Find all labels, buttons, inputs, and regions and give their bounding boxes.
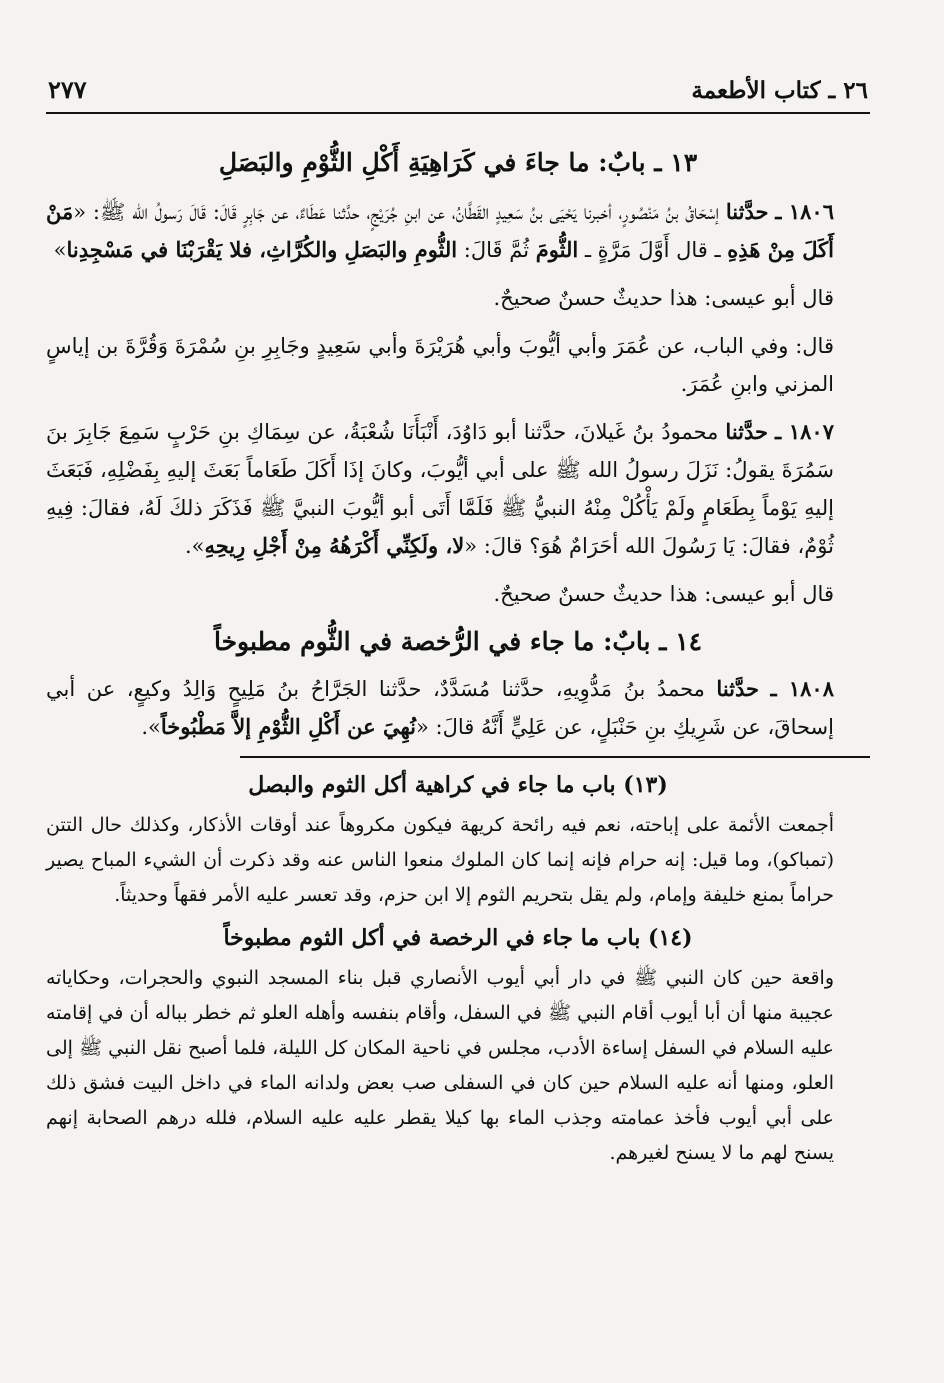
footnote-divider	[240, 756, 870, 758]
grade-note: قال أبو عيسى: هذا حديثٌ حسنٌ صحيحٌ.	[493, 582, 834, 606]
hadith-text: ».	[184, 534, 205, 558]
hadith-text: ».	[141, 715, 161, 739]
hadith-number: ١٨٠٨ ـ	[770, 676, 834, 701]
hadith-text: محمدُ بنُ مَدُّوِيهِ، حدَّثنا مُسَدَّدٌ، حدَّثنا الجَرَّاحُ بنُ مَلِيحٍ وَالِدُ وكيعٍ، عن أبي إسحاقَ، عن شَرِيكِ بنِ حَنْبَلٍ، عن عَلِيٍّ أَنَّهُ قالَ: «	[46, 677, 834, 739]
page-number: ٢٧٧	[48, 75, 87, 104]
bab-note: قال: وفي الباب، عن عُمَرَ وأبي أيُّوبَ وأبي هُرَيْرَةَ وأبي سَعِيدٍ وجَابِرِ بنِ سُمْرَةَ وَقُرَّةَ بن إياسٍ المزني وابنِ عُمَرَ.	[46, 334, 834, 396]
hadith-number: ١٨٠٦ ـ	[775, 199, 834, 224]
hadith-text: ثُمَّ قَالَ:	[457, 238, 536, 262]
footnote-14-title: (١٤) باب ما جاء في الرخصة في أكل الثوم مطبوخاً	[223, 925, 693, 951]
hadith-1808	[46, 670, 870, 746]
footnote-13-title: (١٣) باب ما جاء في كراهية أكل الثوم والبصل	[248, 772, 668, 798]
grade-note: قال أبو عيسى: هذا حديثٌ حسنٌ صحيحٌ.	[493, 286, 834, 310]
running-header	[46, 72, 870, 114]
hadith-1807	[46, 413, 870, 565]
hadith-quote: نُهِيَ عن أَكْلِ الثُّوْمِ إلاَّ مَطْبُوخاً	[160, 714, 416, 739]
hadith-lead: حدَّثنا	[725, 199, 769, 224]
footnote-14-text: واقعة حين كان النبي ﷺ في دار أبي أيوب الأنصاري قبل بناء المسجد النبوي والحجرات، وحكاياته عجيبة منها أن أبا أيوب أقام النبي ﷺ في السفل، وأقام بنفسه وأهله العلو ثم خطر بباله أن في إقامته عليه السلام في السفل إساءة الأدب، مجلس في ناحية المكان كل الليلة، فلما أصبح نقل النبي ﷺ إلى العلو، ومنها أنه عليه السلام حين كان في السفلى صب بعض ولدانه الماء في داخل البيت فشق ذلك على أبي أيوب فأخذ عمامته وجذب الماء بها كيلا يقطر عليه عليه السلام، فلله درهم الصحابة إنهم يسنح لهم ما لا يسنح لغيرهم.	[46, 967, 834, 1164]
footnote-13-text: أجمعت الأئمة على إباحته، نعم فيه رائحة كريهة فيكون مكروهاً عند أوقات الأذكار، وكذلك حال التتن (تمباكو)، وما قيل: إنه حرام فإنه إنما كان الملوك منعوا الناس عنه وقد ذكرت أن الشيء المباح يصير حراماً بمنع خليفة وإمام، ولم يقل بتحريم الثوم إلا ابن حزم، وقد تعسر عليه الأمر فقهاً وحديثاً.	[46, 814, 834, 906]
hadith-number: ١٨٠٧ ـ	[775, 419, 834, 444]
hadith-lead: حدَّثنا	[725, 419, 769, 444]
hadith-1806	[46, 193, 870, 269]
hadith-quote: لا، ولَكِنِّي أَكْرَهُهُ مِنْ أَجْلِ رِيحِهِ	[204, 533, 465, 558]
hadith-quote: الثُّومَ	[535, 237, 579, 262]
hadith-text: إسْحَاقُ بنُ مَنْصُورٍ، أخبرنا يَحْيَى بنُ سَعِيدٍ القَطَّانُ، عن ابنِ جُرَيْجٍ، حدَّثنا عَطَاءٌ، عن جَابِرٍ قَالَ: قَالَ رَسولُ الله ﷺ: «	[73, 200, 720, 224]
hadith-text: ـ قال أَوَّلَ مَرَّةٍ ـ	[578, 238, 728, 262]
chapter-title-header: ٢٦ ـ كتاب الأطعمة	[691, 77, 868, 104]
section-13-title: ١٣ ـ بابٌ: ما جاءَ في كَرَاهِيَةِ أَكْلِ الثُّوْمِ والبَصَلِ	[218, 148, 698, 177]
hadith-quote: الثُّومِ والبَصَلِ والكُرَّاثِ، فلا يَقْرَبْنَا في مَسْجِدِنا	[66, 237, 458, 262]
section-14-title: ١٤ ـ بابٌ: ما جاء في الرُّخصة في الثُّوم مطبوخاً	[213, 627, 703, 656]
hadith-lead: حدَّثنا	[716, 676, 760, 701]
hadith-text: محمودُ بنُ غَيلانَ، حدَّثنا أبو دَاوُدَ، أَنْبَأَنَا شُعْبَةُ، عن سِمَاكِ بنِ حَرْبٍ سَمِعَ جَابِرَ بنَ سَمُرَةَ يقولُ: نَزَلَ رسولُ الله ﷺ على أبي أيُّوبَ، وكانَ إذَا أَكَلَ طَعَاماً بَعَثَ إليهِ بِفَضْلِهِ، فَبَعَثَ إليهِ يَوْماً بِطَعَامٍ ولَمْ يَأْكُلْ مِنْهُ النبيُّ ﷺ فَلَمَّا أَتَى أبو أيُّوبَ النبيَّ ﷺ فَذَكَرَ ذلكَ لَهُ، فقالَ: فِيهِ ثُوْمٌ، فقالَ: يَا رَسُولَ الله أحَرَامٌ هُوَ؟ قالَ: «	[46, 420, 834, 558]
hadith-text: »	[53, 238, 67, 262]
hadith-quote: مَنْ أَكَلَ مِنْ هَذِهِ	[46, 199, 834, 262]
